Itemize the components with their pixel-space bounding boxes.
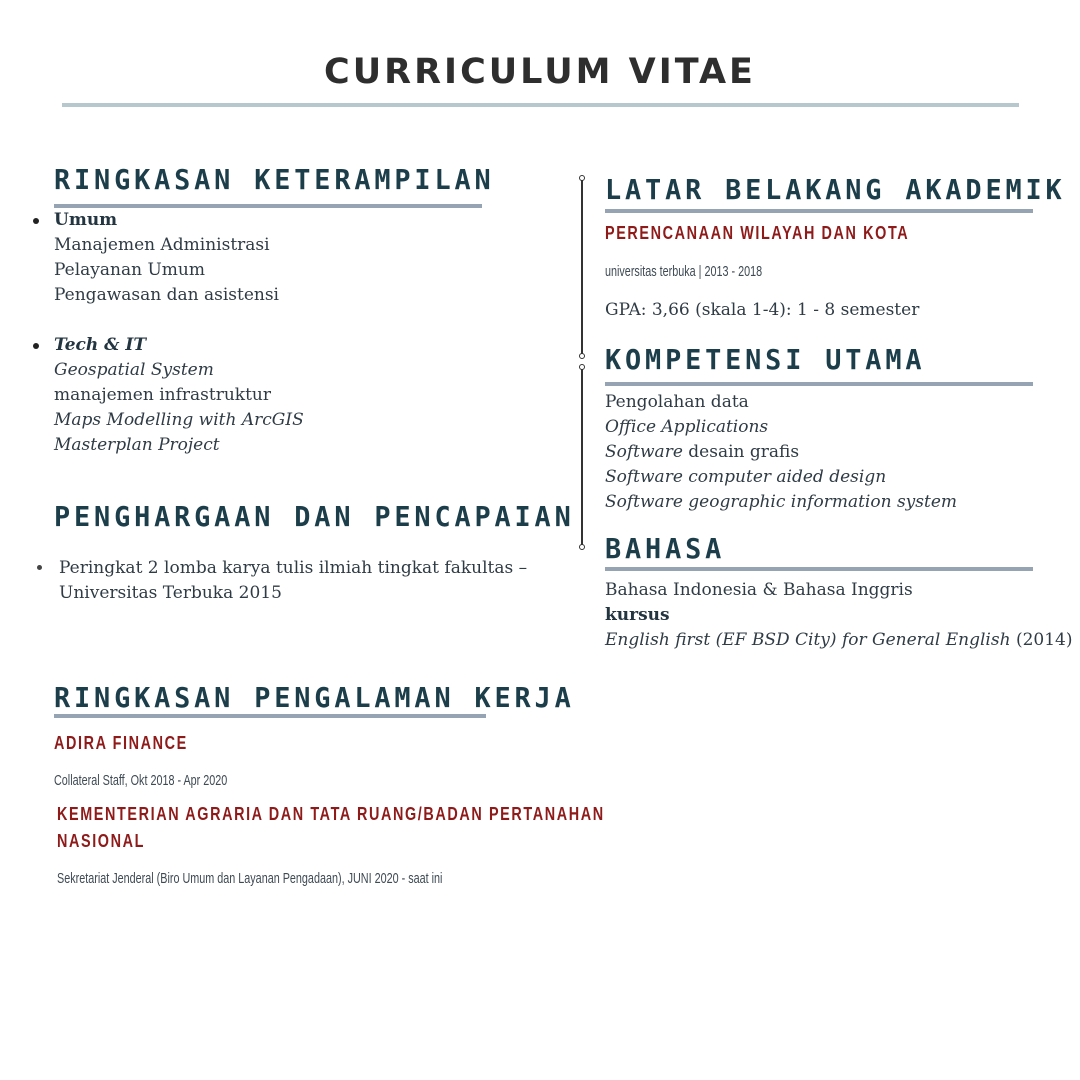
bullet-icon xyxy=(33,218,39,224)
competency-item xyxy=(605,440,799,465)
title-divider xyxy=(62,103,1019,107)
competency-item-rest: desain grafis xyxy=(682,442,800,462)
academic-major: PERENCANAAN WILAYAH DAN KOTA xyxy=(605,223,910,243)
bullet-icon xyxy=(33,343,39,349)
skill-item: Pengawasan dan asistensi xyxy=(54,285,279,305)
academic-gpa: GPA: 3,66 (skala 1-4): 1 - 8 semester xyxy=(605,300,920,320)
job-company: KEMENTERIAN AGRARIA DAN TATA RUANG/BADAN PERTANAHAN xyxy=(57,804,605,824)
competencies-heading-rule xyxy=(605,382,1033,386)
skill-item: Pelayanan Umum xyxy=(54,260,205,280)
award-item-line1: Peringkat 2 lomba karya tulis ilmiah tingkat fakultas – xyxy=(59,558,528,578)
academic-school: universitas terbuka | 2013 - 2018 xyxy=(605,263,763,280)
job-detail: Collateral Staff, Okt 2018 - Apr 2020 xyxy=(54,772,228,789)
experience-heading-rule xyxy=(54,714,486,718)
competency-item-software: Software xyxy=(605,442,683,462)
timeline-line xyxy=(581,179,583,357)
job-detail: Sekretariat Jenderal (Biro Umum dan Layanan Pengadaan), JUNI 2020 - saat ini xyxy=(57,870,443,887)
skills-heading: RINGKASAN KETERAMPILAN xyxy=(54,163,495,196)
language-list: Bahasa Indonesia & Bahasa Inggris xyxy=(605,580,913,600)
course-year: (2014) xyxy=(1010,630,1073,650)
skill-item: Masterplan Project xyxy=(54,435,220,455)
timeline-line xyxy=(581,368,583,548)
language-heading: BAHASA xyxy=(605,532,726,565)
competency-item: Office Applications xyxy=(605,417,769,437)
job-company: ADIRA FINANCE xyxy=(54,733,188,753)
academic-heading-rule xyxy=(605,209,1033,213)
skills-heading-rule xyxy=(54,204,482,208)
competency-item: Pengolahan data xyxy=(605,392,749,412)
skills-group-tech: Tech & IT xyxy=(54,335,147,355)
academic-heading: LATAR BELAKANG AKADEMIK xyxy=(605,173,1066,206)
competency-item: Software computer aided design xyxy=(605,467,887,487)
experience-heading: RINGKASAN PENGALAMAN KERJA xyxy=(54,681,575,714)
timeline-node xyxy=(579,544,585,550)
award-item-line2: Universitas Terbuka 2015 xyxy=(59,583,282,603)
awards-heading: PENGHARGAAN DAN PENCAPAIAN xyxy=(54,500,575,533)
timeline-node xyxy=(579,364,585,370)
bullet-icon xyxy=(37,565,42,570)
course-name: English first (EF BSD City) for General English xyxy=(605,630,1011,650)
competency-item: Software geographic information system xyxy=(605,492,958,512)
job-company-cont: NASIONAL xyxy=(57,831,145,851)
skill-item: Manajemen Administrasi xyxy=(54,235,270,255)
course-item xyxy=(605,628,1072,653)
language-heading-rule xyxy=(605,567,1033,571)
skill-item: Geospatial System xyxy=(54,360,214,380)
skills-group-umum: Umum xyxy=(54,210,118,230)
competencies-heading: KOMPETENSI UTAMA xyxy=(605,343,926,376)
skill-item: manajemen infrastruktur xyxy=(54,385,271,405)
timeline-node xyxy=(579,353,585,359)
timeline-node xyxy=(579,175,585,181)
skill-item: Maps Modelling with ArcGIS xyxy=(54,410,304,430)
page-title: CURRICULUM VITAE xyxy=(324,52,756,92)
course-label: kursus xyxy=(605,605,670,625)
